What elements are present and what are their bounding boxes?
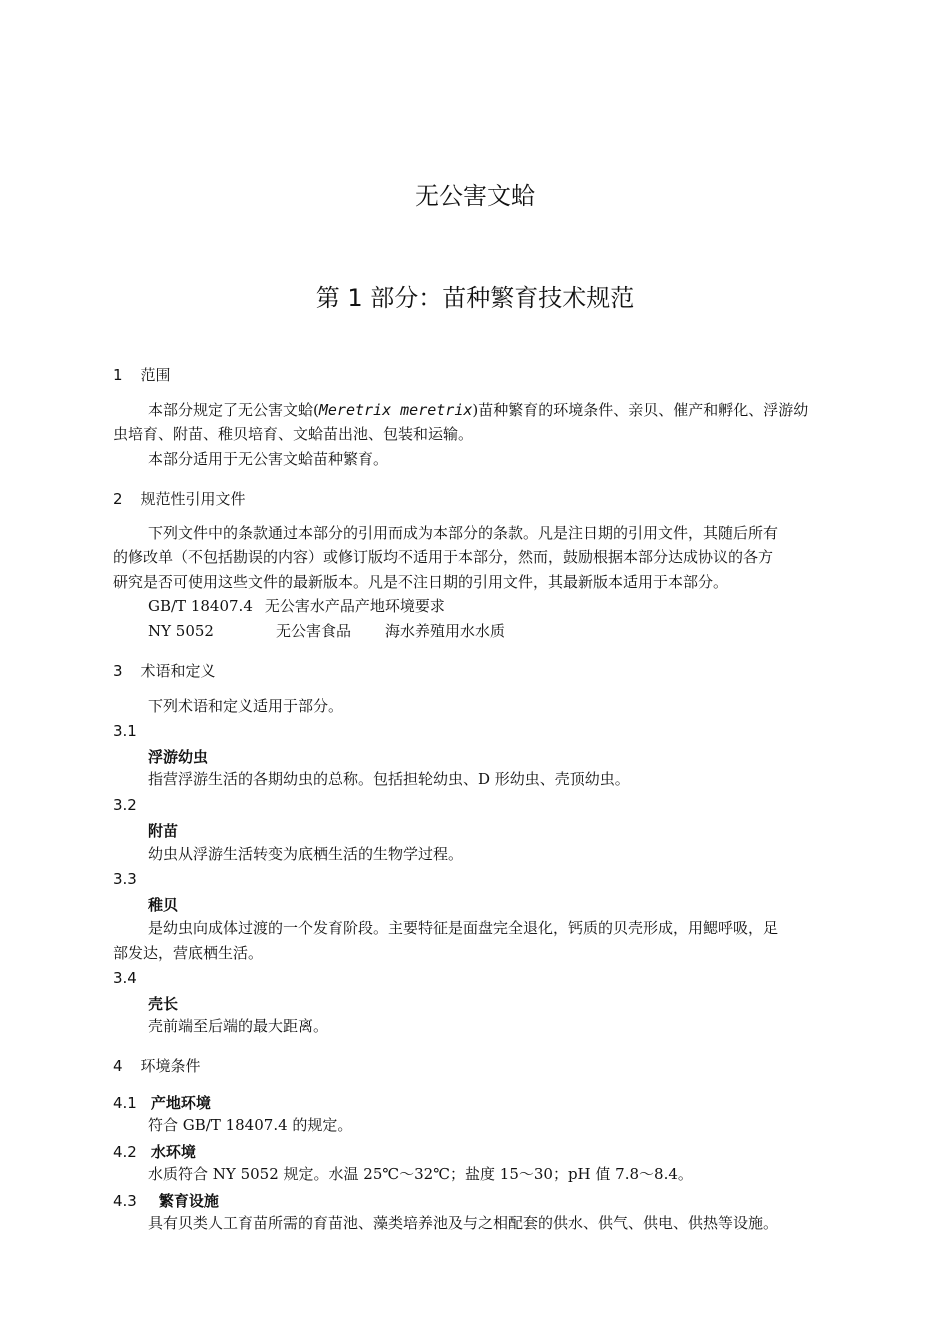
term-number: 3.1 <box>113 722 137 740</box>
subsection-title: 繁育设施 <box>158 1192 219 1210</box>
section-2-paragraph-line3: 研究是否可使用这些文件的最新版本。凡是不注日期的引用文件，其最新版本适用于本部分。 <box>113 573 729 591</box>
term-number: 3.3 <box>113 870 137 888</box>
term-number: 3.2 <box>113 796 137 814</box>
section-number: 2 <box>113 490 123 508</box>
reference-title: 无公害食品 <box>275 622 351 640</box>
section-2-paragraph-line2: 的修改单（不包括勘误的内容）或修订版均不适用于本部分，然而，鼓励根据本部分达成协议的各方 <box>113 548 774 566</box>
term-name: 浮游幼虫 <box>148 748 209 766</box>
subsection-text: 水质符合 NY 5052 规定。水温 25℃～32℃；盐度 15～30；pH 值 7.8～8.4。 <box>148 1165 693 1183</box>
text-run: )苗种繁育的环境条件、亲贝、催产和孵化、浮游幼 <box>472 401 809 419</box>
document-subtitle: 第 1 部分：苗种繁育技术规范 <box>315 284 635 312</box>
subsection-heading <box>113 1092 211 1113</box>
section-1-paragraph-line2: 虫培育、附苗、稚贝培育、文蛤苗出池、包装和运输。 <box>113 425 474 443</box>
section-1-heading <box>113 364 171 385</box>
term-number: 3.4 <box>113 969 137 987</box>
reference-item <box>148 594 445 618</box>
term-definition: 指营浮游生活的各期幼虫的总称。包括担轮幼虫、D 形幼虫、壳顶幼虫。 <box>148 770 630 788</box>
section-2-paragraph-line1: 下列文件中的条款通过本部分的引用而成为本部分的条款。凡是注日期的引用文件，其随后所有 <box>148 524 779 542</box>
section-3-heading <box>113 660 216 681</box>
reference-title: 海水养殖用水水质 <box>385 622 506 640</box>
section-title: 规范性引用文件 <box>140 490 246 508</box>
subsection-number: 4.3 <box>113 1192 137 1210</box>
section-title: 范围 <box>140 366 171 384</box>
subsection-heading <box>113 1141 196 1162</box>
section-1-paragraph-line1 <box>148 398 808 422</box>
section-number: 3 <box>113 662 123 680</box>
section-title: 术语和定义 <box>140 662 216 680</box>
term-definition: 是幼虫向成体过渡的一个发育阶段。主要特征是面盘完全退化，钙质的贝壳形成，用鳃呼吸，足 <box>148 919 779 937</box>
section-4-heading <box>113 1055 201 1076</box>
scientific-name: Meretrix meretrix <box>318 401 473 419</box>
subsection-heading <box>113 1190 219 1211</box>
section-1-paragraph-2: 本部分适用于无公害文蛤苗种繁育。 <box>148 450 389 468</box>
term-name: 附苗 <box>148 822 179 840</box>
subsection-text: 符合 GB/T 18407.4 的规定。 <box>148 1116 353 1134</box>
subsection-title: 产地环境 <box>150 1094 211 1112</box>
document-title: 无公害文蛤 <box>415 182 535 210</box>
subsection-number: 4.1 <box>113 1094 137 1112</box>
term-name: 稚贝 <box>148 896 179 914</box>
term-name: 壳长 <box>148 995 179 1013</box>
section-2-heading <box>113 488 246 509</box>
term-definition: 幼虫从浮游生活转变为底栖生活的生物学过程。 <box>148 845 464 863</box>
reference-item <box>148 619 505 643</box>
reference-code: NY 5052 <box>148 622 214 640</box>
subsection-title: 水环境 <box>150 1143 196 1161</box>
text-run: 本部分规定了无公害文蛤( <box>148 401 319 419</box>
reference-code: GB/T 18407.4 <box>148 597 253 615</box>
subsection-text: 具有贝类人工育苗所需的育苗池、藻类培养池及与之相配套的供水、供气、供电、供热等设施。 <box>148 1214 779 1232</box>
section-3-intro: 下列术语和定义适用于部分。 <box>148 697 344 715</box>
reference-title: 无公害水产品产地环境要求 <box>264 597 445 615</box>
section-number: 1 <box>113 366 123 384</box>
section-number: 4 <box>113 1057 123 1075</box>
section-title: 环境条件 <box>140 1057 201 1075</box>
term-definition: 壳前端至后端的最大距离。 <box>148 1017 329 1035</box>
subsection-number: 4.2 <box>113 1143 137 1161</box>
term-definition-continued: 部发达，营底栖生活。 <box>113 944 264 962</box>
